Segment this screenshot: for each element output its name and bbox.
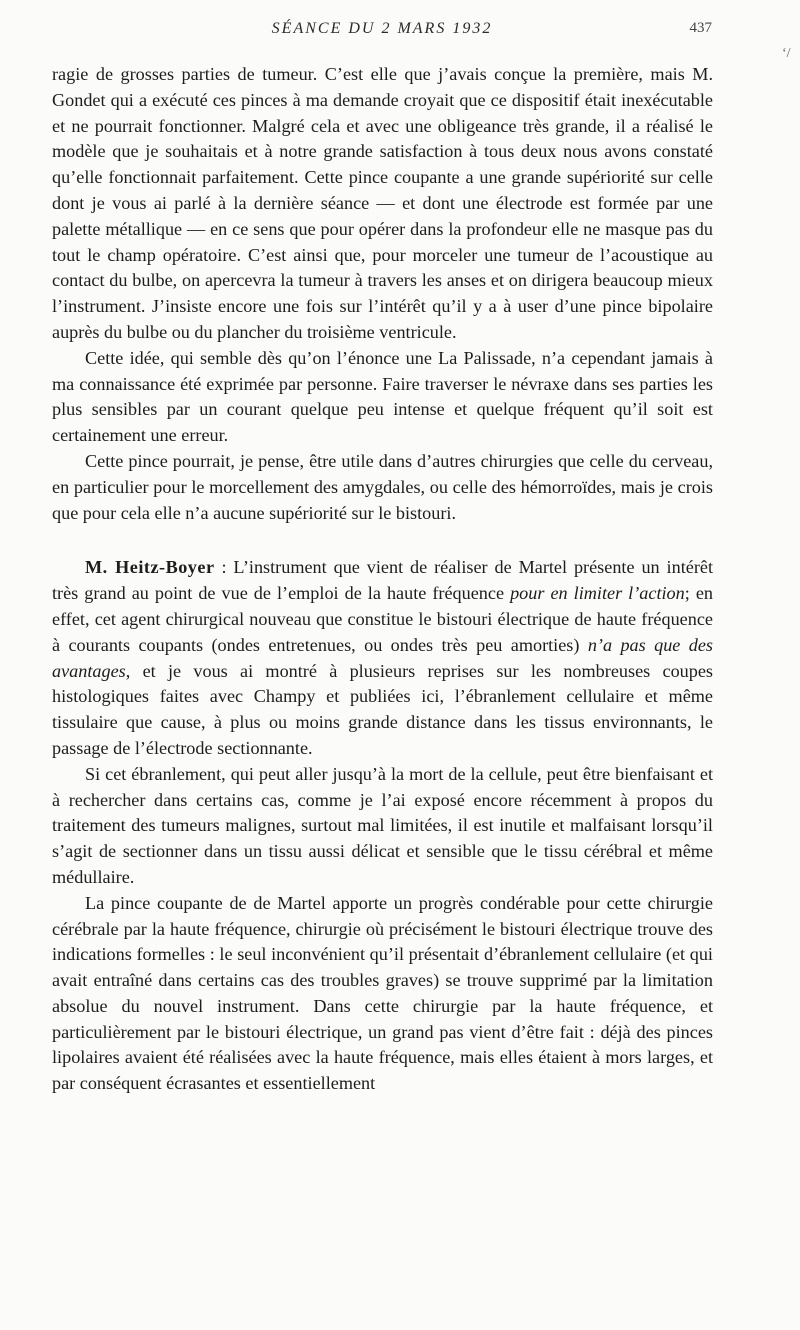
paragraph-continuation: ragie de grosses parties de tumeur. C’est elle que j’avais conçue la première, mais M. Gondet qui a exécuté ces pinces à ma demande croyait que ce dispositif était inexécutable et ne pourrait fonctionner. Malgré cela et avec une obligeance très grande, il a réalisé le modèle que je souhaitais et à notre grande satisfaction à tous deux nous avons constaté qu’elle fonctionnait parfaitement. Cette pince coupante a une grande supériorité sur celle dont je vous ai parlé à la dernière séance — et dont une électrode est formée par une palette métallique — en ce sens que pour opérer dans la profondeur elle ne masque pas du tout le champ opératoire. C’est ainsi que, pour morceler une tumeur de l’acoustique au contact du bulbe, on apercevra la tumeur à travers les anses et on dirigera beaucoup mieux l’instrument. J’insiste encore une fois sur l’intérêt qu’il y a à user d’une pince bipolaire auprès du bulbe ou du plancher du troisième ventricule. <box>52 64 713 342</box>
running-head <box>52 20 712 44</box>
speaker-name: M. Heitz-Boyer <box>85 557 215 578</box>
paragraph-ebranlement: Si cet ébranlement, qui peut aller jusqu’à la mort de la cellule, peut être bienfaisant et à rechercher dans certains cas, comme je l’ai exposé encore récemment à propos du traitement des tumeurs malignes, surtout mal limitées, il est inutile et malfaisant lorsqu’il s’agit de sectionner dans un tissu aussi délicat et sensible que le tissu cérébral et même médullaire. <box>52 763 713 887</box>
page-number: 437 <box>689 20 712 36</box>
paragraph-other-surgeries: Cette pince pourrait, je pense, être utile dans d’autres chirurgies que celle du cerveau, en particulier pour le morcellement des amygdales, ou celle des hémorroïdes, mais je crois que pour cela elle n’a aucune supériorité sur le bistouri. <box>52 450 713 523</box>
running-head-title: SÉANCE DU 2 MARS 1932 <box>271 20 493 37</box>
italic-phrase: n’a pas que des avantages <box>52 634 713 681</box>
italic-phrase: pour en limiter l’action <box>510 583 685 604</box>
paragraph-heitz-boyer <box>52 555 713 761</box>
paragraph-pince-coupante: La pince coupante de de Martel apporte un progrès condérable pour cette chirurgie cérébrale par la haute fréquence, chirurgie où précisément le bistouri électrique trouve des indications formelles : le seul inconvénient qu’il présentait d’ébranlement cellulaire (et qui avait entraîné dans certains cas des troubles graves) se trouve supprimé par la limitation absolue du nouvel instrument. Dans cette chirurgie par la haute fréquence, et particulièrement par le bistouri électrique, un grand pas vient d’être fait : déjà des pinces lipolaires avaient été réalisées avec la haute fréquence, mais elles étaient à mors larges, et par conséquent écrasantes et essentiellement <box>52 892 713 1094</box>
section-gap <box>52 526 713 555</box>
paragraph-text-segment: , et je vous ai montré à plusieurs reprises sur les nombreuses coupes histologiques faites avec Champy et publiées ici, l’ébranlement cellulaire et même tissulaire que cause, à plus ou moins grande distance dans les tissus environnants, le passage de l’électrode sectionnante. <box>52 660 713 758</box>
paragraph-text-segment: ; en effet, cet agent chirurgical nouveau que constitue le bistouri électrique de haute fréquence à courants coupants (ondes entretenues, ou ondes très peu amorties) <box>52 583 713 655</box>
paragraph-palissade: Cette idée, qui semble dès qu’on l’énonce une La Palissade, n’a cependant jamais à ma connaissance été exprimée par personne. Faire traverser le névraxe dans ses parties les plus sensibles par un courant quelque peu intense et quelque fréquent qu’il soit est certainement une erreur. <box>52 347 713 446</box>
paragraph-text-segment: : L’instrument que vient de réaliser de Martel présente un intérêt très grand au point de vue de l’emploi de la haute fréquence <box>52 557 714 604</box>
body-text <box>52 62 713 1097</box>
margin-mark: ‘/ <box>782 46 791 61</box>
